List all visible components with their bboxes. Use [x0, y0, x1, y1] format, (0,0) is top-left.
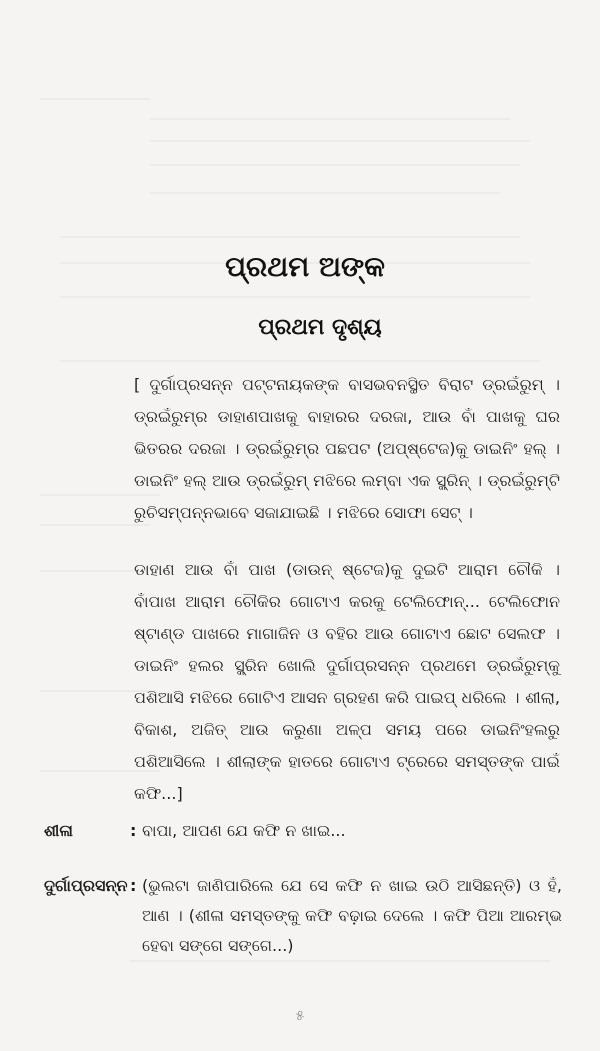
- scene-title: ପ୍ରଥମ ଦୃଶ୍ୟ: [258, 315, 382, 340]
- speaker-colon: :: [130, 821, 137, 840]
- speaker-name: ଶୀଳା: [44, 821, 73, 840]
- speaker-name: ଦୁର୍ଗାପ୍ରସନ୍ନ: [44, 876, 128, 895]
- page-number: ୫: [295, 1008, 305, 1024]
- act-title: ପ୍ରଥମ ଅଙ୍କ: [225, 250, 385, 283]
- dialogue-text: (ଭୁଲଟା ଜାଣିପାରିଲେ ଯେ ସେ କଫି ନ ଖାଇ ଉଠି ଆସିଛନ୍ତି) ଓ ହଁ, ଆଣ । (ଶୀଳା ସମସ୍ତଙ୍କୁ କଫି ବଢ଼ାଇ ଦେଲେ । କଫି ପିଆ ଆରମ୍ଭ ହେବା ସଙ୍ଗେ ସଙ୍ଗେ...): [142, 876, 562, 955]
- stage-direction-paragraph-1: [ ଦୁର୍ଗାପ୍ରସନ୍ନ ପଟ୍ଟନାୟକଙ୍କ ବାସଭବନସ୍ଥିତ ବିରାଟ ଡ୍ରଇଁରୁମ୍ । ଡ୍ରଇଁରୁମ୍‌ର ଡାହାଣପାଖକୁ ବାହାରର ଦରଜା, ଆଉ ବାଁ ପାଖକୁ ଘର ଭିତରର ଦରଜା । ଡ୍ରଇଁରୁମ୍‌ର ପଛପଟ (ଅପ୍‌ଷ୍ଟେଜ)କୁ ଡାଇନିଂ ହଲ୍ । ଡାଇନିଂ ହଲ୍ ଆଉ ଡ୍ରଇଁରୁମ୍ ମଝିରେ ଲମ୍ବା ଏକ ସ୍କ୍ରିନ୍ । ଡ୍ରଇଁରୁମ୍‌ଟି ରୁଚିସମ୍ପନ୍ନଭାବେ ସଜାଯାଇଛି । ମଝିରେ ସୋଫା ସେଟ୍ ।: [134, 375, 560, 522]
- stage-direction-paragraph-2: ଡାହାଣ ଆଉ ବାଁ ପାଖ (ଡାଉନ୍ ଷ୍ଟେଜ)କୁ ଦୁଇଟି ଆରାମ ଚୌକି । ବାଁପାଖ ଆରାମ ଚୌକିର ଗୋଟାଏ କରକୁ ଟେଲିଫୋନ୍... ଟେଲିଫୋନ ଷ୍ଟାଣ୍ଡ ପାଖରେ ମାଗାଜିନ ଓ ବହିର ଆଉ ଗୋଟାଏ ଛୋଟ ସେଲଫ । ଡାଇନିଂ ହଲର ସ୍କ୍ରିନ ଖୋଲି ଦୁର୍ଗାପ୍ରସନ୍ନ ପ୍ରଥମେ ଡ୍ରଇଁରୁମ୍‌କୁ ପଶିଆସି ମଝିରେ ଗୋଟିଏ ଆସନ ଗ୍ରହଣ କରି ପାଇପ୍ ଧରିଲେ । ଶୀଲା, ବିକାଶ, ଅଜିତ୍ ଆଉ କରୁଣା ଅଳ୍ପ ସମୟ ପରେ ଡାଇନିଂହଲରୁ ପଶିଆସିଲେ । ଶୀଲାଙ୍କ ହାତରେ ଗୋଟାଏ ଟ୍ରେରେ ସମସ୍ତଙ୍କ ପାଇଁ କଫି...]: [134, 560, 560, 803]
- speaker-colon: :: [130, 876, 137, 895]
- dialogue-text: ବାପା, ଆପଣ ଯେ କଫି ନ ଖାଇ...: [142, 821, 346, 840]
